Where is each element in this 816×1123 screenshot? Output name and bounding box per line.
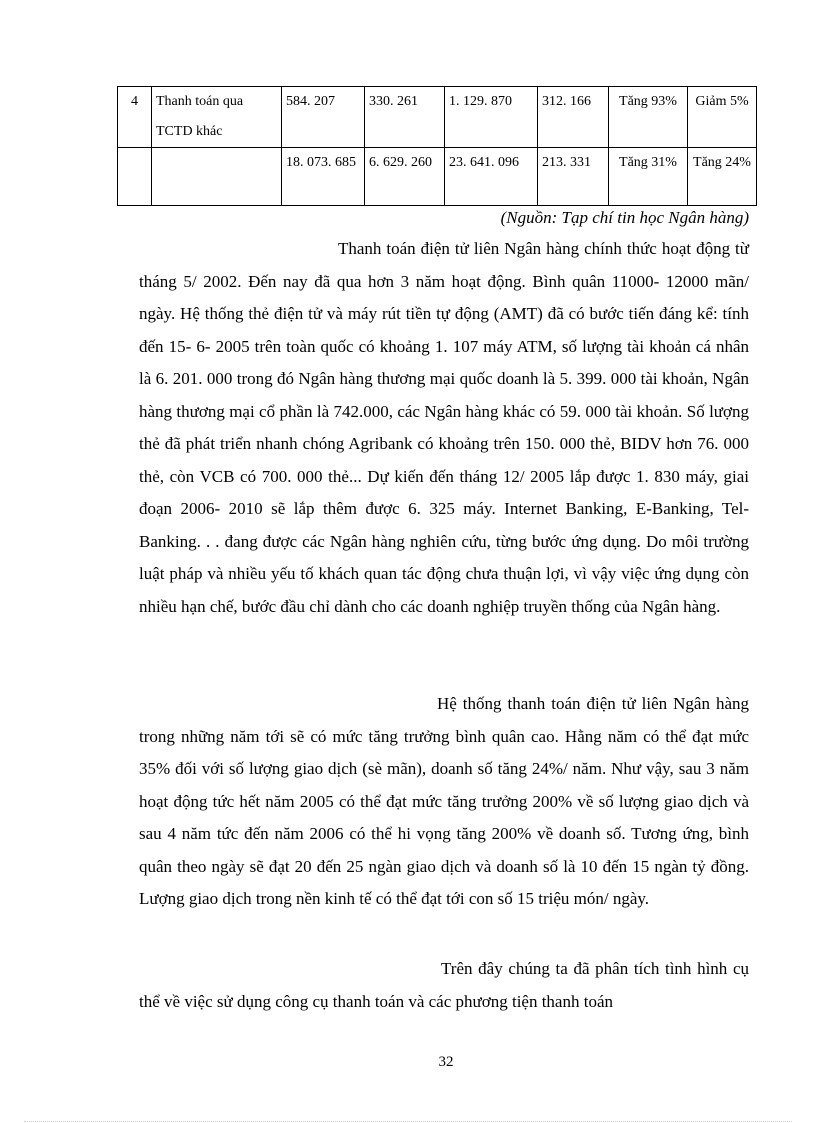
statistics-table xyxy=(117,86,757,206)
item-name-cell xyxy=(152,148,282,206)
value-cell: 1. 129. 870 xyxy=(445,87,538,148)
source-citation: (Nguồn: Tạp chí tin học Ngân hàng) xyxy=(500,208,749,227)
value-cell: 23. 641. 096 xyxy=(445,148,538,206)
change-cell: Tăng 93% xyxy=(609,87,688,148)
body-paragraph: Thanh toán điện tử liên Ngân hàng chính thức hoạt động từ tháng 5/ 2002. Đến nay đã qua hơn 3 năm hoạt động. Bình quân 11000- 12000 mãn/ ngày. Hệ thống thẻ điện tử và máy rút tiền tự động (AMT) đã có bước tiến đáng kể: tính đến 15- 6- 2005 trên toàn quốc có khoảng 1. 107 máy ATM, số lượng tài khoản cá nhân là 6. 201. 000 trong đó Ngân hàng thương mại quốc doanh là 5. 399. 000 tài khoản, Ngân hàng thương mại cổ phần là 742.000, các Ngân hàng khác có 59. 000 tài khoản. Số lượng thẻ đã phát triển nhanh chóng Agribank có khoảng trên 150. 000 thẻ, BIDV hơn 76. 000 thẻ, còn VCB có 700. 000 thẻ... Dự kiến đến tháng 12/ 2005 lắp được 1. 830 máy, giai đoạn 2006- 2010 sẽ lắp thêm được 6. 325 máy. Internet Banking, E-Banking, Tel- Banking. . . đang được các Ngân hàng nghiên cứu, từng bước ứng dụng. Do môi trường luật pháp và nhiều yếu tố khách quan tác động chưa thuận lợi, vì vậy việc ứng dụng còn nhiều hạn chế, bước đầu chỉ dành cho các doanh nghiệp truyền thống của Ngân hàng. xyxy=(139,239,749,616)
change-cell: Tăng 24% xyxy=(688,148,757,206)
change-cell: Giảm 5% xyxy=(688,87,757,148)
page-bottom-divider xyxy=(24,1121,792,1122)
row-number-cell: 4 xyxy=(118,87,152,148)
change-cell: Tăng 31% xyxy=(609,148,688,206)
page-number: 32 xyxy=(438,1054,454,1070)
value-cell: 312. 166 xyxy=(538,87,609,148)
value-cell: 213. 331 xyxy=(538,148,609,206)
value-cell: 6. 629. 260 xyxy=(365,148,445,206)
row-number-cell xyxy=(118,148,152,206)
item-name-cell: Thanh toán qua TCTD khác xyxy=(152,87,282,148)
value-cell: 584. 207 xyxy=(282,87,365,148)
table-row xyxy=(118,148,757,206)
value-cell: 18. 073. 685 xyxy=(282,148,365,206)
value-cell: 330. 261 xyxy=(365,87,445,148)
body-paragraph: Trên đây chúng ta đã phân tích tình hình cụ thể về việc sử dụng công cụ thanh toán và các phương tiện thanh toán xyxy=(139,959,749,1011)
body-paragraph: Hệ thống thanh toán điện tử liên Ngân hàng trong những năm tới sẽ có mức tăng trưởng bình quân cao. Hằng năm có thể đạt mức 35% đối với số lượng giao dịch (sè mãn), doanh số tăng 24%/ năm. Như vậy, sau 3 năm hoạt động tức hết năm 2005 có thể đạt mức tăng trưởng 200% về số lượng giao dịch và sau 4 năm tức đến năm 2006 có thể hi vọng tăng 200% về doanh số. Tương ứng, bình quân theo ngày sẽ đạt 20 đến 25 ngàn giao dịch và doanh số là 10 đến 15 ngàn tỷ đồng. Lượng giao dịch trong nền kinh tế có thể đạt tới con số 15 triệu món/ ngày. xyxy=(139,694,749,908)
table-row xyxy=(118,87,757,148)
